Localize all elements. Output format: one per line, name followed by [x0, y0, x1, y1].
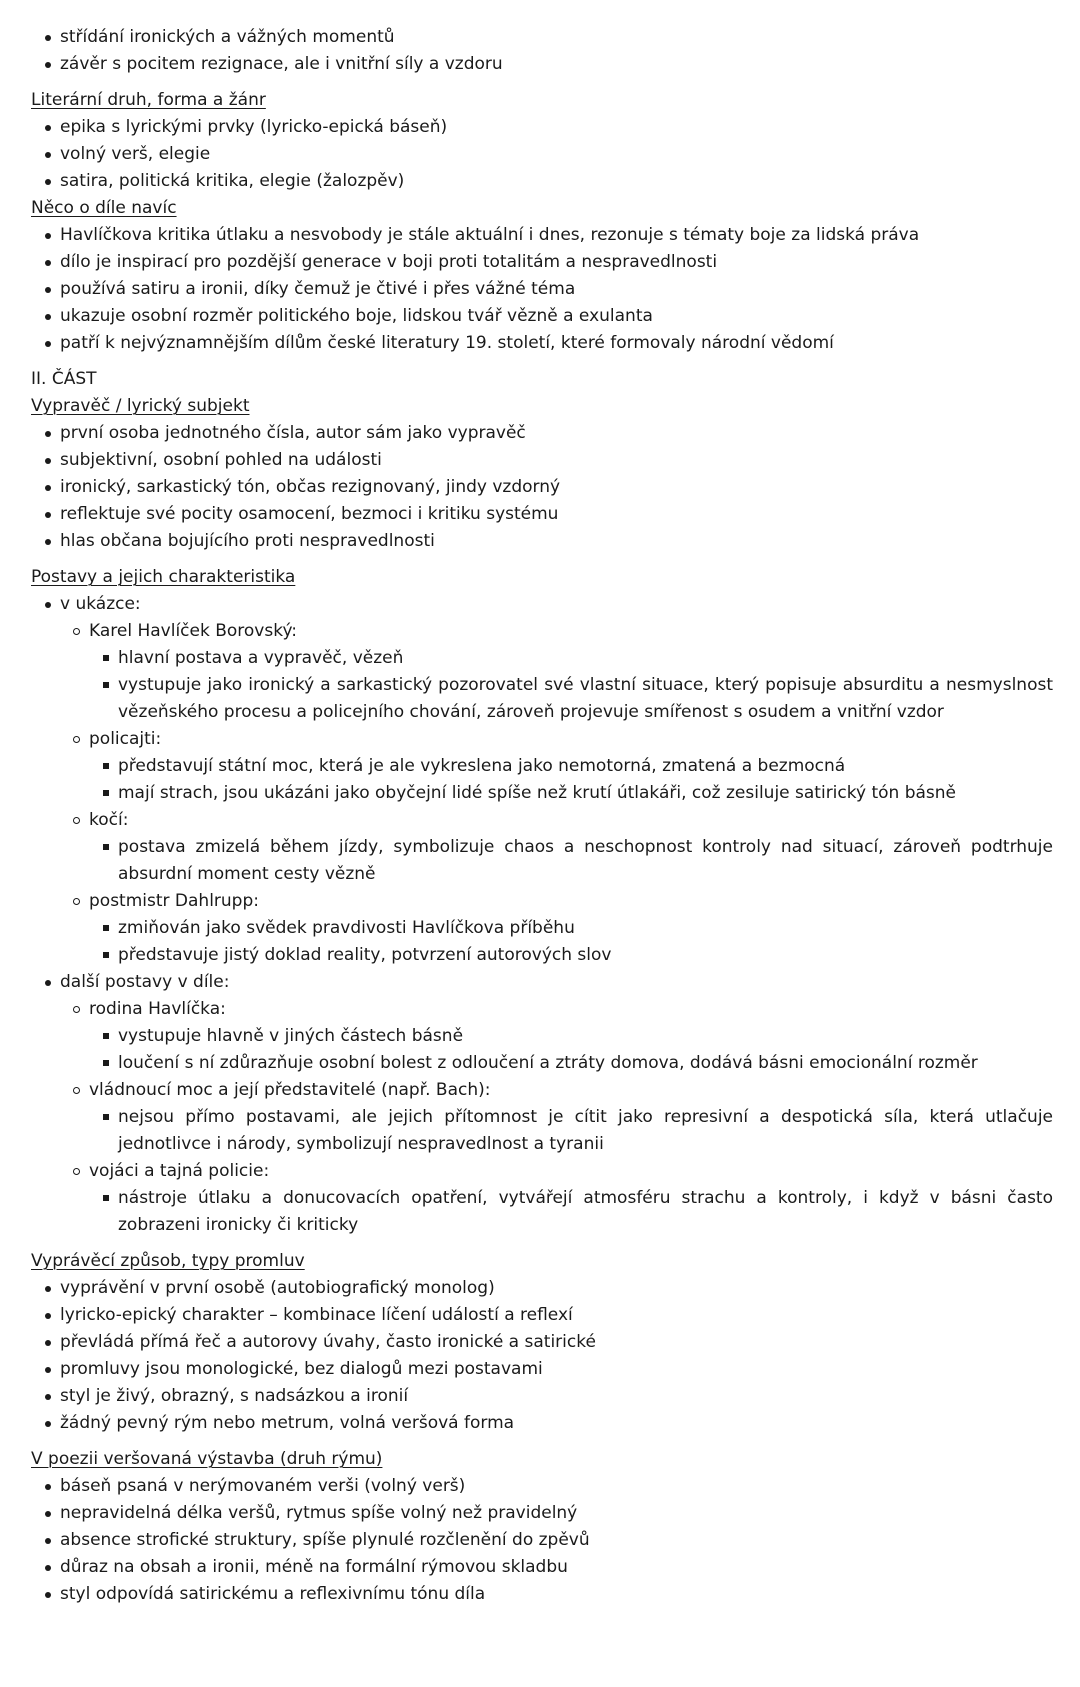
list-item: reflektuje své pocity osamocení, bezmoci i kritiku systému: [31, 501, 1053, 528]
trait-list: [89, 1185, 1053, 1239]
trait-list: [89, 1023, 1053, 1077]
character-name: policajti:: [89, 729, 162, 749]
character-list: [60, 996, 1053, 1239]
section-heading-vypravec: Vypravěč / lyrický subjekt: [31, 396, 250, 416]
character-item: [60, 807, 1053, 888]
navic-list: [31, 222, 1053, 357]
character-name: postmistr Dahlrupp:: [89, 891, 259, 911]
postavy-list: [31, 591, 1053, 1239]
trait-item: hlavní postava a vypravěč, vězeň: [89, 645, 1053, 672]
list-item: [31, 591, 1053, 969]
list-item: epika s lyrickými prvky (lyricko-epická báseň): [31, 114, 1053, 141]
character-item: [60, 888, 1053, 969]
list-item: styl je živý, obrazný, s nadsázkou a ironií: [31, 1383, 1053, 1410]
list-item: ukazuje osobní rozměr politického boje, lidskou tvář vězně a exulanta: [31, 303, 1053, 330]
character-item: [60, 996, 1053, 1077]
list-item: volný verš, elegie: [31, 141, 1053, 168]
list-item: důraz na obsah a ironii, méně na formální rýmovou skladbu: [31, 1554, 1053, 1581]
section-heading-navic: Něco o díle navíc: [31, 198, 177, 218]
section-heading-zpusob: Vyprávěcí způsob, typy promluv: [31, 1251, 305, 1271]
list-item: [31, 969, 1053, 1239]
list-item: vyprávění v první osobě (autobiografický monolog): [31, 1275, 1053, 1302]
character-item: [60, 618, 1053, 726]
character-name: vojáci a tajná policie:: [89, 1161, 270, 1181]
list-item: Havlíčkova kritika útlaku a nesvobody je stále aktuální i dnes, rezonuje s tématy boje za lidská práva: [31, 222, 1053, 249]
list-item: lyricko-epický charakter – kombinace líčení událostí a reflexí: [31, 1302, 1053, 1329]
druh-list: [31, 114, 1053, 195]
trait-list: [89, 915, 1053, 969]
vypravec-list: [31, 420, 1053, 555]
trait-list: [89, 834, 1053, 888]
list-item: promluvy jsou monologické, bez dialogů mezi postavami: [31, 1356, 1053, 1383]
list-item: žádný pevný rým nebo metrum, volná veršová forma: [31, 1410, 1053, 1437]
list-item: hlas občana bojujícího proti nespravedlnosti: [31, 528, 1053, 555]
trait-item: postava zmizelá během jízdy, symbolizuje chaos a neschopnost kontroly nad situací, zároveň podtrhuje absurdní moment cesty vězně: [89, 834, 1053, 888]
list-item: satira, politická kritika, elegie (žalozpěv): [31, 168, 1053, 195]
list-item: báseň psaná v nerýmovaném verši (volný verš): [31, 1473, 1053, 1500]
vystavba-list: [31, 1473, 1053, 1608]
list-item: první osoba jednotného čísla, autor sám jako vypravěč: [31, 420, 1053, 447]
list-item: styl odpovídá satirickému a reflexivnímu tónu díla: [31, 1581, 1053, 1608]
trait-item: mají strach, jsou ukázáni jako obyčejní lidé spíše než krutí útlakáři, což zesiluje satirický tón básně: [89, 780, 1053, 807]
trait-item: vystupuje jako ironický a sarkastický pozorovatel své vlastní situace, který popisuje absurditu a nesmyslnost vězeňského procesu a policejního chování, zároveň projevuje smířenost s osudem a vnitřní vzdor: [89, 672, 1053, 726]
list-item: střídání ironických a vážných momentů: [31, 24, 1053, 51]
character-name: kočí:: [89, 810, 129, 830]
trait-item: loučení s ní zdůrazňuje osobní bolest z odloučení a ztráty domova, dodává básni emocionální rozměr: [89, 1050, 1053, 1077]
list-item: převládá přímá řeč a autorovy úvahy, často ironické a satirické: [31, 1329, 1053, 1356]
character-item: [60, 1158, 1053, 1239]
trait-list: [89, 753, 1053, 807]
trait-list: [89, 1104, 1053, 1158]
trait-item: zmiňován jako svědek pravdivosti Havlíčkova příběhu: [89, 915, 1053, 942]
character-name: Karel Havlíček Borovský:: [89, 621, 298, 641]
list-item: patří k nejvýznamnějším dílům české literatury 19. století, které formovaly národní vědomí: [31, 330, 1053, 357]
section-heading-druh: Literární druh, forma a žánr: [31, 90, 266, 110]
character-name: vládnoucí moc a její představitelé (např. Bach):: [89, 1080, 491, 1100]
character-item: [60, 1077, 1053, 1158]
trait-item: vystupuje hlavně v jiných částech básně: [89, 1023, 1053, 1050]
section-heading-postavy: Postavy a jejich charakteristika: [31, 567, 296, 587]
part-title: II. ČÁST: [31, 369, 97, 389]
list-item: nepravidelná délka veršů, rytmus spíše volný než pravidelný: [31, 1500, 1053, 1527]
intro-list: [31, 24, 1053, 78]
section-heading-vystavba: V poezii veršovaná výstavba (druh rýmu): [31, 1449, 383, 1469]
group-label: v ukázce:: [60, 594, 141, 614]
list-item: používá satiru a ironii, díky čemuž je čtivé i přes vážné téma: [31, 276, 1053, 303]
list-item: absence strofické struktury, spíše plynulé rozčlenění do zpěvů: [31, 1527, 1053, 1554]
character-list: [60, 618, 1053, 969]
trait-list: [89, 645, 1053, 726]
trait-item: nástroje útlaku a donucovacích opatření, vytvářejí atmosféru strachu a kontroly, i když v básni často zobrazeni ironicky či kriticky: [89, 1185, 1053, 1239]
list-item: dílo je inspirací pro pozdější generace v boji proti totalitám a nespravedlnosti: [31, 249, 1053, 276]
group-label: další postavy v díle:: [60, 972, 230, 992]
trait-item: představují státní moc, která je ale vykreslena jako nemotorná, zmatená a bezmocná: [89, 753, 1053, 780]
list-item: ironický, sarkastický tón, občas rezignovaný, jindy vzdorný: [31, 474, 1053, 501]
trait-item: nejsou přímo postavami, ale jejich přítomnost je cítit jako represivní a despotická síla, která utlačuje jednotlivce i národy, symbolizují nespravedlnost a tyranii: [89, 1104, 1053, 1158]
character-name: rodina Havlíčka:: [89, 999, 226, 1019]
zpusob-list: [31, 1275, 1053, 1437]
list-item: závěr s pocitem rezignace, ale i vnitřní síly a vzdoru: [31, 51, 1053, 78]
trait-item: představuje jistý doklad reality, potvrzení autorových slov: [89, 942, 1053, 969]
character-item: [60, 726, 1053, 807]
list-item: subjektivní, osobní pohled na události: [31, 447, 1053, 474]
